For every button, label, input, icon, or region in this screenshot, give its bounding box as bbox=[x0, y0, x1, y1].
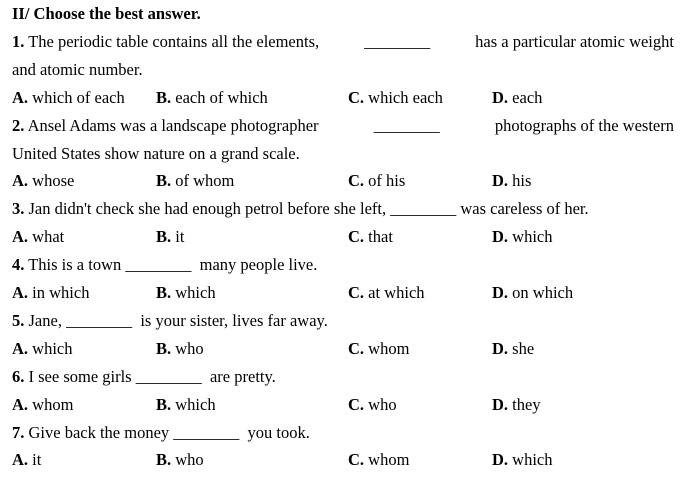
question-text: you took. bbox=[247, 423, 310, 442]
option-a[interactable]: A. which bbox=[12, 339, 73, 358]
question-3-options bbox=[12, 227, 682, 247]
option-c[interactable]: C. who bbox=[348, 395, 397, 414]
option-b[interactable]: B. who bbox=[156, 339, 204, 358]
option-d[interactable]: D. his bbox=[492, 171, 532, 190]
question-2-line-1 bbox=[12, 116, 674, 136]
answer-blank: ________ bbox=[373, 116, 440, 135]
question-1-line-1 bbox=[12, 32, 674, 52]
option-d[interactable]: D. which bbox=[492, 227, 553, 246]
question-text: Jane, bbox=[28, 311, 62, 330]
option-b[interactable]: B. of whom bbox=[156, 171, 235, 190]
section-heading: II/ Choose the best answer. bbox=[12, 4, 201, 23]
question-number: 4. bbox=[12, 255, 25, 274]
question-6-line-1 bbox=[12, 367, 276, 387]
question-text: The periodic table contains all the elements, bbox=[28, 32, 320, 51]
question-2-line-2: United States show nature on a grand scale. bbox=[12, 144, 300, 163]
question-text: I see some girls bbox=[28, 367, 132, 386]
option-b[interactable]: B. it bbox=[156, 227, 185, 246]
question-number: 6. bbox=[12, 367, 25, 386]
answer-blank: ________ bbox=[66, 311, 133, 330]
question-text: are pretty. bbox=[209, 367, 276, 386]
question-number: 5. bbox=[12, 311, 25, 330]
question-text: Ansel Adams was a landscape photographer bbox=[27, 116, 319, 135]
option-a[interactable]: A. in which bbox=[12, 283, 90, 302]
question-5-options bbox=[12, 339, 682, 359]
option-a[interactable]: A. whose bbox=[12, 171, 75, 190]
question-text: is your sister, lives far away. bbox=[140, 311, 328, 330]
option-a[interactable]: A. what bbox=[12, 227, 65, 246]
option-c[interactable]: C. which each bbox=[348, 88, 443, 107]
question-text: This is a town bbox=[28, 255, 122, 274]
question-text: has a particular atomic weight bbox=[475, 32, 674, 51]
answer-blank: ________ bbox=[390, 199, 457, 218]
question-7-options bbox=[12, 450, 682, 470]
question-text: was careless of her. bbox=[460, 199, 589, 218]
question-number: 3. bbox=[12, 199, 25, 218]
question-text: Jan didn't check she had enough petrol before she left, bbox=[28, 199, 387, 218]
question-number: 2. bbox=[12, 116, 25, 135]
question-text: Give back the money bbox=[28, 423, 170, 442]
question-number: 1. bbox=[12, 32, 25, 51]
option-d[interactable]: D. each bbox=[492, 88, 543, 107]
option-a[interactable]: A. which of each bbox=[12, 88, 125, 107]
option-b[interactable]: B. who bbox=[156, 450, 204, 469]
option-c[interactable]: C. of his bbox=[348, 171, 406, 190]
question-1-line-2: and atomic number. bbox=[12, 60, 143, 79]
option-d[interactable]: D. which bbox=[492, 450, 553, 469]
option-b[interactable]: B. which bbox=[156, 283, 216, 302]
option-d[interactable]: D. on which bbox=[492, 283, 574, 302]
answer-blank: ________ bbox=[125, 255, 192, 274]
option-a[interactable]: A. whom bbox=[12, 395, 74, 414]
answer-blank: ________ bbox=[135, 367, 202, 386]
option-a[interactable]: A. it bbox=[12, 450, 42, 469]
option-d[interactable]: D. they bbox=[492, 395, 541, 414]
answer-blank: ________ bbox=[364, 32, 431, 51]
question-7-line-1 bbox=[12, 423, 310, 443]
question-5-line-1 bbox=[12, 311, 328, 331]
question-2-options bbox=[12, 171, 682, 191]
answer-blank: ________ bbox=[173, 423, 240, 442]
question-1-options bbox=[12, 88, 682, 108]
question-4-options bbox=[12, 283, 682, 303]
question-4-line-1 bbox=[12, 255, 317, 275]
question-text: photographs of the western bbox=[494, 116, 674, 135]
question-3-line-1 bbox=[12, 199, 589, 219]
option-d[interactable]: D. she bbox=[492, 339, 535, 358]
option-b[interactable]: B. which bbox=[156, 395, 216, 414]
option-c[interactable]: C. at which bbox=[348, 283, 425, 302]
question-number: 7. bbox=[12, 423, 25, 442]
question-text: many people live. bbox=[199, 255, 318, 274]
option-b[interactable]: B. each of which bbox=[156, 88, 268, 107]
option-c[interactable]: C. whom bbox=[348, 450, 410, 469]
option-c[interactable]: C. whom bbox=[348, 339, 410, 358]
option-c[interactable]: C. that bbox=[348, 227, 393, 246]
question-6-options bbox=[12, 395, 682, 415]
